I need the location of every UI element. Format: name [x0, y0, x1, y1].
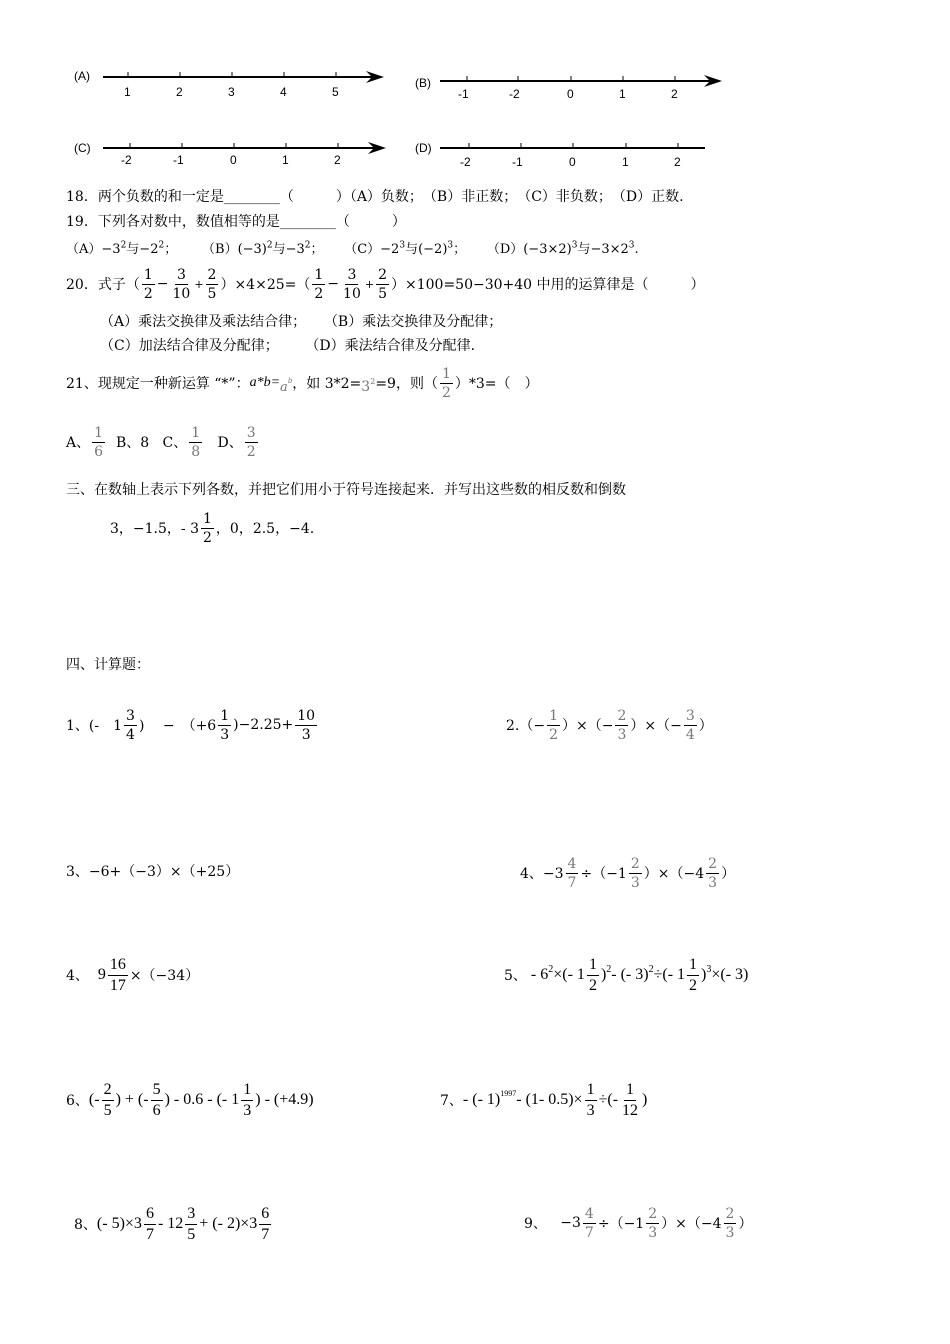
problem-4b: 4、 9 $\frac{16}{17}$ ×（−34）	[66, 955, 200, 994]
option-a: （A）乘法交换律及乘法结合律；	[100, 314, 307, 330]
question-18: 18．两个负数的和一定是________（ ）（A）负数； （B）非正数； （C）非负数； （D）正数.	[66, 189, 684, 205]
fraction: $\frac{2}{3}$	[630, 855, 640, 891]
option-c: （C）加法结合律及分配律；	[100, 338, 279, 354]
fraction: $\frac{2}{5}$	[207, 266, 217, 302]
fraction: $\frac{16}{17}$	[109, 955, 126, 994]
tick-label: 1	[282, 153, 289, 167]
tick-label: 4	[280, 85, 287, 99]
numberline-b-label: (B)	[415, 76, 431, 90]
fraction: $\frac{2}{5}$	[103, 1080, 112, 1119]
question-19: 19．下列各对数中，数值相等的是________（ ）	[66, 214, 406, 230]
numberline-c	[74, 141, 386, 167]
question-19-options	[66, 236, 639, 260]
tick-label: -1	[458, 87, 469, 101]
problem-8: 8、 (- 5)×3 $\frac{6}{7}$ - 12 $\frac{3}{5}$ + (- 2)×3 $\frac{6}{7}$	[74, 1204, 270, 1243]
fraction: $\frac{1}{2}$	[549, 707, 559, 743]
question-20-options-ab	[100, 312, 502, 332]
tick-label: -2	[509, 87, 520, 101]
problem-1: 1、(- 1 $\frac{3}{4}$ ) − （+6 $\frac{1}{3}$ )−2.25+ $\frac{10}{3}$	[66, 707, 316, 743]
question-20: 20．式子（ $\frac{1}{2}$ − $\frac{3}{10}$ + $\frac{2}{5}$ ）×4×25=（ $\frac{1}{2}$ − $\frac{3}{10}$ + $\frac{2}{5}$ ）×100=50−30+40 中用的运算律是（ ）	[66, 266, 705, 302]
fraction: $\frac{1}{2}$	[314, 266, 324, 302]
tick-label: 3	[228, 85, 235, 99]
fraction: $\frac{10}{3}$	[297, 707, 316, 743]
fraction: $\frac{1}{8}$	[191, 424, 201, 460]
number-lines	[0, 55, 950, 175]
fraction: $\frac{3}{10}$	[343, 266, 361, 302]
tick-label: 2	[176, 85, 183, 99]
problem-9: 9、 −3 $\frac{4}{7}$ ÷（−1 $\frac{2}{3}$ ）×（−4 $\frac{2}{3}$ ）	[524, 1205, 753, 1241]
option-d: （D）乘法结合律及分配律.	[305, 338, 476, 354]
option-b: $(B)(-3)^2$与$-3^2$；	[202, 241, 324, 258]
tick-label: 0	[567, 87, 574, 101]
problem-3: 3、−6+（−3）×（+25）	[66, 864, 240, 880]
fraction: $\frac{3}{5}$	[187, 1204, 196, 1243]
fraction: $\frac{1}{2}$	[588, 955, 597, 994]
tick-label: 0	[569, 155, 576, 169]
option-b: B、8	[115, 435, 150, 451]
fraction: $\frac{6}{7}$	[145, 1204, 154, 1243]
problem-5: 5、 - 6 2 ×(- 1 $\frac{1}{2}$ ) 2 - (- 3) 2 ÷(- 1 $\frac{1}{2}$ ) 3 ×(- 3)	[504, 955, 749, 994]
tick-label: -2	[121, 153, 132, 167]
fraction: $\frac{5}{6}$	[152, 1080, 161, 1119]
tick-label: 1	[619, 87, 626, 101]
option-a: A、	[66, 435, 91, 451]
fraction: $\frac{2}{3}$	[617, 707, 627, 743]
numberline-b	[415, 75, 722, 101]
tick-label: 1	[124, 85, 131, 99]
fraction: $\frac{3}{10}$	[172, 266, 191, 302]
problem-6: 6、 (- $\frac{2}{5}$ ) + (- $\frac{5}{6}$ ) - 0.6 - (- 1 $\frac{1}{3}$ ) - (+4.9)	[66, 1080, 314, 1119]
tick-label: 5	[332, 85, 339, 99]
fraction: $\frac{1}{3}$	[586, 1080, 595, 1119]
numberline-d	[415, 141, 705, 169]
section-4-title: 四、计算题：	[66, 657, 150, 673]
fraction: $\frac{3}{4}$	[126, 707, 135, 743]
numberline-d-label: (D)	[415, 141, 432, 155]
question-21-options	[66, 420, 260, 464]
tick-label: 2	[674, 155, 681, 169]
problem-7: 7、 - (- 1) 1997 - (1- 0.5)× $\frac{1}{3}$ ÷(- $\frac{1}{12}$ )	[440, 1080, 648, 1119]
tick-label: -1	[173, 153, 184, 167]
option-c: C、	[162, 435, 188, 451]
option-a: $(A)-3^2$与$-2^2$；	[66, 241, 178, 258]
problem-4: 4、−3 $\frac{4}{7}$ ÷（−1 $\frac{2}{3}$ ）×（−4 $\frac{2}{3}$ ）	[520, 855, 736, 891]
fraction: $\frac{2}{5}$	[378, 266, 387, 302]
tick-label: 1	[622, 155, 629, 169]
problem-2: 2.（− $\frac{1}{2}$ ）×（− $\frac{2}{3}$ ）×（− $\frac{3}{4}$ ）	[506, 707, 713, 743]
numberline-a-label: (A)	[74, 69, 90, 83]
question-20-options-cd	[100, 336, 475, 356]
fraction: $\frac{1}{2}$	[143, 266, 153, 302]
fraction: $\frac{6}{7}$	[261, 1204, 270, 1243]
fraction: $\frac{3}{2}$	[246, 424, 256, 460]
fraction: $\frac{2}{3}$	[708, 855, 718, 891]
tick-label: 2	[334, 153, 341, 167]
tick-label: -2	[460, 155, 471, 169]
fraction: $\frac{2}{3}$	[725, 1205, 735, 1241]
fraction: $\frac{4}{7}$	[584, 1205, 594, 1241]
question-21: 21、现规定一种新运算 “*”： a*b= a b ，如 3*2= 3 2 =9，则（ $\frac{1}{2}$ ）*3=（ ）	[66, 365, 539, 401]
fraction: $\frac{3}{4}$	[685, 707, 695, 743]
option-d: D、	[217, 435, 243, 451]
option-c: $(C)-2^3$与$(-2)^3$；	[344, 241, 467, 258]
numberline-c-label: (C)	[74, 141, 91, 155]
fraction: $\frac{1}{12}$	[622, 1080, 639, 1119]
fraction: $\frac{1}{3}$	[243, 1080, 252, 1119]
section-3-numbers: 3，−1.5，- 3 $\frac{1}{2}$ ，0，2.5，−4.	[110, 510, 315, 546]
fraction: $\frac{1}{6}$	[94, 424, 104, 460]
option-d: $(D)(-3\times 2)^3$与$-3\times 2^3$.	[486, 241, 639, 258]
section-3-title: 三、在数轴上表示下列各数，并把它们用小于符号连接起来．并写出这些数的相反数和倒数	[66, 482, 626, 498]
fraction: $\frac{4}{7}$	[567, 855, 577, 891]
option-b: （B）乘法交换律及分配律；	[323, 314, 503, 330]
fraction: $\frac{1}{2}$	[441, 365, 451, 401]
numberline-a	[74, 69, 384, 99]
fraction: $\frac{2}{3}$	[648, 1205, 658, 1241]
fraction: $\frac{1}{3}$	[220, 707, 230, 743]
tick-label: 2	[671, 87, 678, 101]
fraction: $\frac{1}{2}$	[689, 955, 698, 994]
fraction: $\frac{1}{2}$	[203, 510, 212, 546]
tick-label: -1	[512, 155, 523, 169]
tick-label: 0	[230, 153, 237, 167]
